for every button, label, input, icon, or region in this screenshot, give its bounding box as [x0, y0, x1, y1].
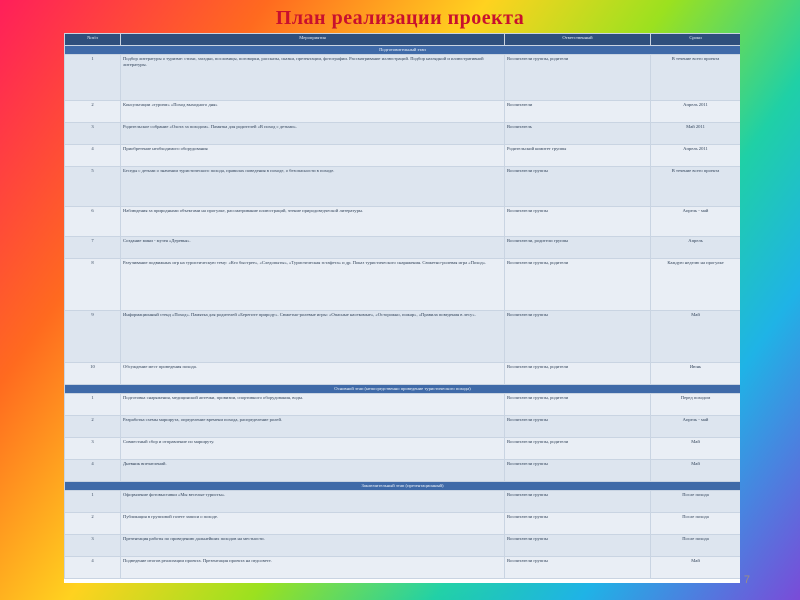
table-row	[65, 101, 741, 123]
row-number-cell: 8	[65, 259, 121, 311]
table-row	[65, 535, 741, 557]
table-row	[65, 207, 741, 237]
responsible-cell: Воспитатели группы	[505, 535, 651, 557]
header-number: №п/п	[65, 34, 121, 46]
stage-header-row	[65, 385, 741, 394]
responsible-cell: Воспитатели группы, родители	[505, 55, 651, 101]
stage-header-row	[65, 46, 741, 55]
row-number-cell: 10	[65, 363, 121, 385]
deadline-cell: Апрель - май	[651, 416, 741, 438]
row-number-cell: 4	[65, 557, 121, 579]
table-row	[65, 491, 741, 513]
activity-cell: Подведение итогов реализации проекта. Презентация проекта на педсовете.	[121, 557, 505, 579]
stage-header-row	[65, 482, 741, 491]
activity-cell: Обсуждение мест проведения похода.	[121, 363, 505, 385]
activity-cell: Презентация работы по проведению дальнейших походов на местности.	[121, 535, 505, 557]
table-header-row	[65, 34, 741, 46]
deadline-cell: После похода	[651, 491, 741, 513]
responsible-cell: Воспитатели группы	[505, 513, 651, 535]
activity-cell: Родительское собрание «Охота за походом». Памятка для родителей «В поход с детьми».	[121, 123, 505, 145]
responsible-cell: Воспитатели группы	[505, 167, 651, 207]
deadline-cell: После похода	[651, 513, 741, 535]
deadline-cell: Апрель	[651, 237, 741, 259]
row-number-cell: 3	[65, 535, 121, 557]
deadline-cell: Апрель - май	[651, 207, 741, 237]
header-activities: Мероприятия	[121, 34, 505, 46]
header-deadlines: Сроки	[651, 34, 741, 46]
table-body	[65, 46, 741, 579]
activity-cell: Разучивание подвижных игр на туристическую тему: «Кто быстрее», «Следопыты», «Туристическая эстафета» и др. Показ туристического снаряжения. Сюжетно-ролевая игра «Поход».	[121, 259, 505, 311]
table-row	[65, 460, 741, 482]
table-row	[65, 145, 741, 167]
row-number-cell: 1	[65, 394, 121, 416]
row-number-cell: 1	[65, 491, 121, 513]
header-responsible: Ответственный	[505, 34, 651, 46]
table-row	[65, 513, 741, 535]
row-number-cell: 9	[65, 311, 121, 363]
responsible-cell: Воспитатели группы	[505, 557, 651, 579]
responsible-cell: Воспитатели группы	[505, 311, 651, 363]
deadline-cell: Апрель 2011	[651, 101, 741, 123]
activity-cell: Публикация в групповой газете записи о походе.	[121, 513, 505, 535]
row-number-cell: 5	[65, 167, 121, 207]
responsible-cell: Воспитатель	[505, 123, 651, 145]
activity-cell: Подготовка снаряжения, медицинской аптечки, провизии, спортивного оборудования, воды.	[121, 394, 505, 416]
deadline-cell: Май	[651, 311, 741, 363]
plan-table	[64, 33, 740, 579]
responsible-cell: Воспитатели группы, родители	[505, 259, 651, 311]
activity-cell: Дневник впечатлений.	[121, 460, 505, 482]
activity-cell: Совместный сбор и отправление по маршруту.	[121, 438, 505, 460]
activity-cell: Информационный стенд «Поход». Памятка для родителей «Берегите природу». Сюжетно-ролевые игры: «Опасные насекомые», «Осторожно, пожар», «Правила поведения в лесу».	[121, 311, 505, 363]
row-number-cell: 2	[65, 513, 121, 535]
responsible-cell: Воспитатели группы	[505, 491, 651, 513]
row-number-cell: 2	[65, 101, 121, 123]
deadline-cell: Май	[651, 438, 741, 460]
row-number-cell: 7	[65, 237, 121, 259]
responsible-cell: Воспитатели, родители группы	[505, 237, 651, 259]
table-row	[65, 55, 741, 101]
deadline-cell: Май 2011	[651, 123, 741, 145]
activity-cell: Подбор литературы о туризме: стихи, загадки, пословицы, поговорки, рассказы, сказки, презентации, фотографии. Рассматривание иллюстраций. Подбор наглядной и иллюстративной литературы.	[121, 55, 505, 101]
activity-cell: Беседы с детьми о значении туристического похода, правилах поведения в походе, о безопасности в походе.	[121, 167, 505, 207]
row-number-cell: 6	[65, 207, 121, 237]
activity-cell: Приобретение необходимого оборудования	[121, 145, 505, 167]
table-row	[65, 557, 741, 579]
deadline-cell: Перед походом	[651, 394, 741, 416]
deadline-cell: В течение всего проекта	[651, 167, 741, 207]
deadline-cell: Каждую неделю на прогулке	[651, 259, 741, 311]
table-row	[65, 438, 741, 460]
activity-cell: Оформление фотовыставки «Мы веселые туристы».	[121, 491, 505, 513]
responsible-cell: Воспитатели	[505, 101, 651, 123]
stage-label: Подготовительный этап	[65, 46, 741, 55]
activity-cell: Наблюдения за природными объектами на прогулке, рассматривание иллюстраций, чтение природоведческой литературы.	[121, 207, 505, 237]
page-number: 7	[743, 574, 750, 586]
table-row	[65, 311, 741, 363]
table-row	[65, 167, 741, 207]
responsible-cell: Воспитатели группы	[505, 416, 651, 438]
deadline-cell: Апрель 2011	[651, 145, 741, 167]
activity-cell: Консультации «туризм» «Поход выходного дня»	[121, 101, 505, 123]
stage-label: Основной этап (непосредственно проведение туристического похода)	[65, 385, 741, 394]
table-row	[65, 363, 741, 385]
activity-cell: Разработка схемы маршрута, определение времени похода, распределение ролей.	[121, 416, 505, 438]
table-row	[65, 394, 741, 416]
responsible-cell: Воспитатели группы, родители	[505, 363, 651, 385]
row-number-cell: 4	[65, 145, 121, 167]
responsible-cell: Родительский комитет группы	[505, 145, 651, 167]
table-row	[65, 237, 741, 259]
table-row	[65, 259, 741, 311]
responsible-cell: Воспитатели группы	[505, 207, 651, 237]
table-row	[65, 123, 741, 145]
row-number-cell: 3	[65, 123, 121, 145]
responsible-cell: Воспитатели группы	[505, 460, 651, 482]
deadline-cell: После похода	[651, 535, 741, 557]
row-number-cell: 2	[65, 416, 121, 438]
deadline-cell: В течение всего проекта	[651, 55, 741, 101]
row-number-cell: 3	[65, 438, 121, 460]
row-number-cell: 1	[65, 55, 121, 101]
table-row	[65, 416, 741, 438]
page-title: План реализации проекта	[275, 7, 525, 29]
plan-table-sheet	[64, 33, 740, 583]
responsible-cell: Воспитатели группы, родители	[505, 438, 651, 460]
responsible-cell: Воспитатели группы, родители	[505, 394, 651, 416]
activity-cell: Создание мини - музея «Деревья».	[121, 237, 505, 259]
deadline-cell: Май	[651, 557, 741, 579]
row-number-cell: 4	[65, 460, 121, 482]
deadline-cell: Май	[651, 460, 741, 482]
stage-label: Заключительный этап (презентационный)	[65, 482, 741, 491]
deadline-cell: Июнь	[651, 363, 741, 385]
